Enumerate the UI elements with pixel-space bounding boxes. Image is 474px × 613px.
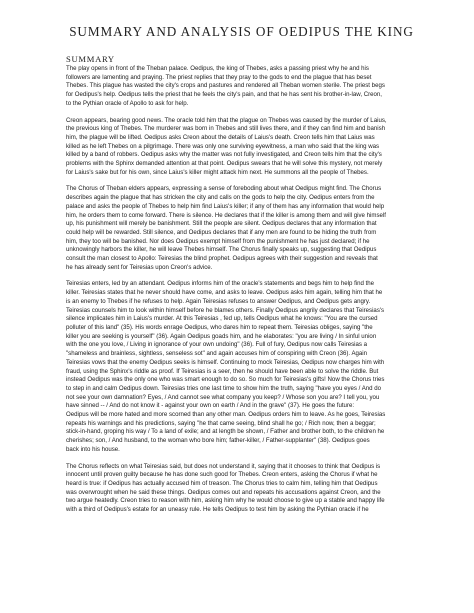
paragraph-line: followers are lamenting and praying. The priest replies that they pray to the gods to end the plague that has beset (66, 73, 372, 81)
paragraph-line: Oedipus will be more hated and more scorned than any other man. Oedipus orders him to leave. As he goes, Teiresias (66, 411, 386, 419)
paragraph (66, 463, 438, 515)
paragraph-line: silence implicates him in Laius's murder. At this Teiresias , fed up, tells Oedipus what he knows: "You are the cursed (66, 315, 378, 323)
paragraph-line: repeats his warnings and his predictions, saying "he that came seeing, blind shall he go; / Rich now, then a beggar; (66, 419, 376, 427)
paragraph-line: describes again the plague that has stricken the city and calls on the gods to help the city. Oedipus enters from the (66, 194, 375, 202)
paragraph-line: consult the man closest to Apollo: Teiresias the blind prophet. Oedipus agrees with their suggestion and reveals that (66, 255, 378, 263)
paragraph-line: back into his house. (66, 445, 120, 453)
paragraph-line: not see your own damnation? Eyes, / And cannot see what company you keep? / Whose son you are? I tell you, you (66, 393, 380, 401)
paragraph-line: innocent until proven guilty because he has done such good for Thebes. Creon enters, asking the Chorus if what he (66, 471, 378, 479)
paragraph-line: to step in and calm Oedipus down. Teiresias tries one last time to show him the truth, saying "have you eyes / And do (66, 384, 382, 392)
paragraph-line: Teiresias enters, led by an attendant. Oedipus informs him of the oracle's statements and begs him to help find the (66, 280, 375, 288)
paragraph-line: The Chorus reflects on what Teiresias said, but does not understand it, saying that it chooses to think that Oedipus is (66, 462, 381, 470)
paragraph-line: instead Oedipus was the only one who was smart enough to do so. So much for Teiresias's gifts! Now the Chorus tries (66, 376, 385, 384)
paragraph-line: cherishes; son, / And husband, to the woman who bore him; father-killer, / Father-supplanter" (38). Oedipus goes (66, 437, 370, 445)
paragraph-line: polluter of this land" (35). His words enrage Oedipus, who dares him to repeat them. Teiresias obliges, saying "the (66, 323, 373, 331)
section-heading-summary: SUMMARY (66, 54, 115, 64)
paragraph-line: stick-in-hand, groping his way / To a land of exile; and at length be shown, / Father and brother both, to the children he (66, 428, 385, 436)
paragraph-line: was overwrought when he said these things. Oedipus comes out and repeats his accusations against Creon, and the (66, 488, 381, 496)
paragraph-line: Teiresias vows that the enemy Oedipus seeks is himself. Continuing to mock Teiresias, Oedipus now charges him with (66, 358, 385, 366)
paragraph-line: The play opens in front of the Theban palace. Oedipus, the king of Thebes, asks a passing priest why he and his (66, 65, 369, 72)
document-title: SUMMARY AND ANALYSIS OF OEDIPUS THE KING (69, 24, 414, 39)
paragraph-line: him, the plague will be lifted. Oedipus asks Creon about the details of Laius's death. Creon tells him that Laius was (66, 133, 375, 141)
paragraph-line: killed as he left Thebes on a pilgrimage. There was only one surviving eyewitness, a man who said that the king was (66, 142, 380, 150)
paragraph-line: The Chorus of Theban elders appears, expressing a sense of foreboding about what Oedipus might find. The Chorus (66, 185, 382, 193)
paragraph-line: palace and asks the people of Thebes to help him find Laius's killer; if any of them has any information that would help (66, 202, 385, 210)
paragraph-line: killer you are seeking is yourself" (36). Again Oedipus goads him, and he elaborates: "you are living / In sinful union (66, 332, 377, 340)
paragraph-line: heard is true: if Oedipus has actually accused him of treason. The Chorus tries to calm him, telling him that Oedipus (66, 479, 378, 487)
paragraph-line: fraud, using the Sphinx's riddle as proof. If Teiresias is a seer, then he should have been able to solve the riddle. But (66, 367, 379, 375)
paragraph-line: the previous king of Thebes. The murderer was born in Thebes and still lives there, and if they can find him and banish (66, 125, 386, 133)
summary-body (45, 65, 438, 515)
paragraph-line: Creon appears, bearing good news. The oracle told him that the plague on Thebes was caused by the murder of Laius, (66, 116, 387, 124)
paragraph-line: him, they too will be banished. Nor does Oedipus exempt himself from the punishment he has just declared; if he (66, 237, 370, 245)
paragraph-line: him, he orders them to come forward. There is silence. He declares that if the killer is among them and will give himself (66, 211, 386, 219)
paragraph-line: have sinned -- / And do not know it - against your own on earth / And in the grave" (37). He goes the future: (66, 402, 355, 410)
paragraph-line: killed by a band of robbers. Oedipus asks why the matter was not fully investigated, and Creon tells him that the city's (66, 151, 382, 159)
paragraph-line: "shameless and brainless, sightless, senseless sot" and again accuses him of conspiring with Creon (36). Again (66, 350, 368, 358)
paragraph-line: unknowingly harbors the killer, he will leave Thebes himself. The Chorus finally speaks up, suggesting that Oedipus (66, 246, 377, 254)
paragraph-line: up, his punishment will merely be banishment. Still the people are silent. Oedipus declares that any information that (66, 220, 377, 228)
paragraph-line: could help will be rewarded. Still silence, and Oedipus declares that if any men are found to be hiding the truth from (66, 228, 377, 236)
paragraph (66, 185, 438, 272)
paragraph (66, 117, 438, 178)
paragraph-line: problems with the Sphinx demanded attention at that point. Oedipus swears that he will solve this mystery, not merely (66, 160, 383, 168)
paragraph (66, 280, 438, 454)
paragraph-line: to the Pythian oracle of Apollo to ask for help. (66, 99, 189, 107)
paragraph-line: is an enemy to Thebes if he refuses to help. Again Teiresias refuses to answer Oedipus, and Oedipus gets angry. (66, 297, 371, 305)
paragraph-line: killer. Teiresias states that he never should have come, and asks to leave. Oedipus asks him again, telling him that he (66, 289, 383, 297)
paragraph-line: with a third of Oedipus's estate for an uneasy rule. He tells Oedipus to test him by asking the Pythian oracle if he (66, 506, 369, 514)
paragraph-line: two argue heatedly. Creon tries to reason with him, asking him why he would choose to give up a stable and happy life (66, 497, 385, 505)
paragraph-line: he has already sent for Teiresias upon Creon's advice. (66, 263, 213, 271)
paragraph-line: Teiresias counsels him to look within himself before he blames others. Finally Oedipus angrily declares that Teiresias's (66, 306, 385, 314)
paragraph (66, 65, 438, 109)
paragraph-line: Thebes. This plague has wasted the city's crops and pastures and rendered all Theban women sterile. The priest begs (66, 82, 385, 90)
paragraph-line: for Oedipus's help. Oedipus tells the priest that he feels the city's pain, and that he has sent his brother-in-law, Creon, (66, 91, 382, 99)
paragraph-line: with the one you love, / Living in ignorance of your own undoing" (36). Full of fury, Oedipus now calls Teiresias a (66, 341, 368, 349)
paragraph-line: for Laius's sake but for his own, since Laius's killer might attack him next. He summons all the people of Thebes. (66, 168, 369, 176)
